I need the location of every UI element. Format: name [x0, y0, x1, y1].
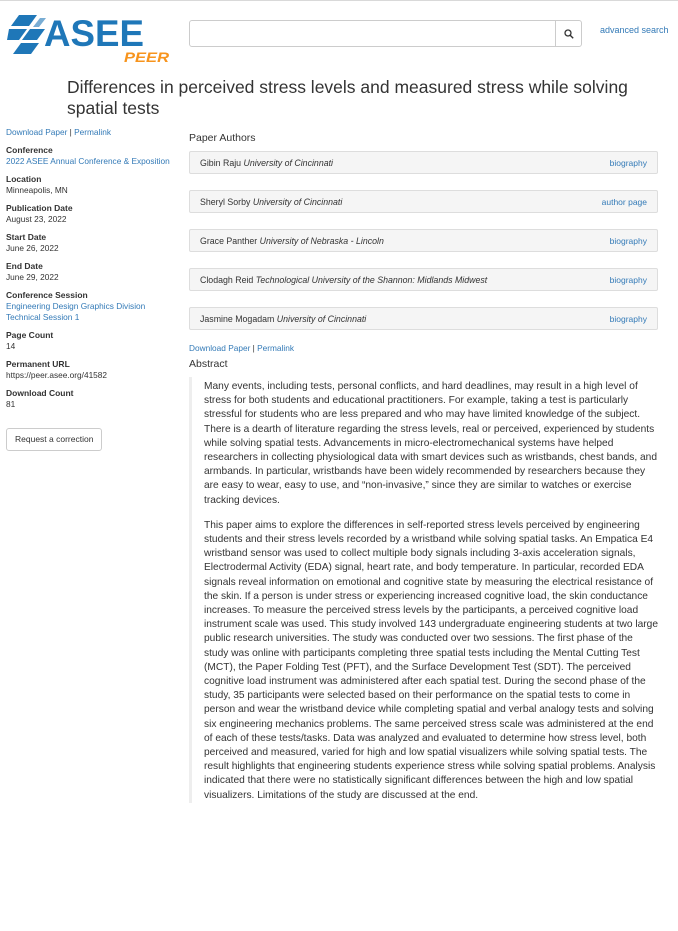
meta-label: Permanent URL — [6, 359, 70, 369]
author-biography-link[interactable]: biography — [609, 313, 647, 324]
meta-label: Conference — [6, 145, 53, 155]
meta-value: August 23, 2022 — [6, 214, 67, 224]
author-affiliation: University of Cincinnati — [243, 157, 333, 168]
author-affiliation: University of Cincinnati — [276, 313, 367, 324]
link-separator: | — [250, 343, 258, 353]
meta-conference — [6, 145, 176, 167]
search-button[interactable] — [555, 21, 581, 46]
meta-end-date — [6, 261, 176, 283]
logo-text: ASEE — [44, 13, 144, 54]
search-box — [189, 20, 582, 47]
meta-label: Start Date — [6, 232, 47, 242]
meta-permanent-url — [6, 359, 176, 381]
authors-heading: Paper Authors — [189, 132, 256, 144]
main-content — [189, 132, 658, 811]
meta-label: Location — [6, 174, 42, 184]
author-name: Clodagh Reid — [200, 274, 254, 285]
asee-emblem-icon — [7, 15, 46, 54]
download-paper-link[interactable]: Download Paper — [189, 343, 251, 353]
meta-publication-date — [6, 203, 176, 225]
meta-value: Minneapolis, MN — [6, 185, 68, 195]
abstract-heading: Abstract — [189, 358, 228, 370]
author-biography-link[interactable]: biography — [609, 274, 647, 285]
author-affiliation: University of Nebraska - Lincoln — [259, 235, 384, 246]
session-link[interactable]: Engineering Design Graphics Division Technical Session 1 — [6, 301, 146, 322]
download-paper-link[interactable]: Download Paper — [6, 127, 68, 137]
meta-download-count — [6, 388, 176, 410]
author-card — [189, 151, 658, 174]
author-name: Grace Panther — [200, 235, 258, 246]
meta-label: Publication Date — [6, 203, 73, 213]
author-card — [189, 190, 658, 213]
meta-value: 14 — [6, 341, 16, 351]
meta-value: June 29, 2022 — [6, 272, 59, 282]
abstract-paragraph: Many events, including tests, personal conflicts, and hard deadlines, may result in a high level of stress for both students and educational practitioners. For example, taking a test is particularly stressful for students who are less prepared and who may have limited knowledge of the subject. There is a dearth of literature regarding the stress levels, real or perceived, experienced by students while solving spatial tests. Advancements in micro-electromechanical systems have helped researchers in collecting physiological data with smart devices such as wristbands, chest bands, and armbands. In particular, wristbands have been widely recommended by researchers because they are easy to wear, easy to use, and “non-invasive,” since they are similar to watches or exercise tracking devices. — [204, 381, 658, 506]
page-title: Differences in perceived stress levels and measured stress while solving spatial tests — [67, 77, 628, 118]
search-input[interactable] — [190, 21, 555, 46]
advanced-search-link[interactable]: advanced search — [600, 25, 669, 35]
abstract-paragraph: This paper aims to explore the differences in self-reported stress levels perceived by engineering students and their stress levels recorded by a wristband while solving spatial tasks. An Empatica E4 wristband sensor was used to collect multiple body signals including 3-axis acceleration signals, Electrodermal Activity (EDA) signal, heart rate, and body temperature. In particular, recorded EDA signals reveal information on emotional and cognitive state by measuring the electrical resistance of the skin. If a person is under stress or experiencing increased cognitive load, the skin conductance increases. To measure the perceived stress levels by the participants, a perceived cognitive load instrument scale was used. This study involved 143 undergraduate engineering students at two large public research universities. The study was conducted over two sessions. The first phase of the study was online with participants completing three spatial tests including the Mental Cutting Test (MCT), the Paper Folding Test (PFT), and the Surface Development Test (SDT). The perceived cognitive load instrument was administered after each spatial test. During the second phase of the study, 35 participants were selected based on their performance on the spatial tests to come in person and wear the wristband device while completing spatial and verbal analogy tests and solving six engineering mechanics problems. The same perceived stress scale was administered at the end of each of these tests/tasks. Data was analyzed and evaluated to determine how stress level, both perceived and measured, varied for high and low spatial visualizers while solving spatial tests. The result highlights that engineering students experience stress while solving spatial problems. Analysis indicated that there were no statistically significant differences between the high and low spatial visualizers. Limitations of the study are discussed at the end. — [204, 519, 658, 801]
author-biography-link[interactable]: biography — [609, 157, 647, 168]
abstract — [189, 377, 658, 803]
request-correction-button[interactable]: Request a correction — [6, 428, 102, 451]
author-card — [189, 307, 658, 330]
author-card — [189, 229, 658, 252]
author-page-link[interactable]: author page — [601, 196, 647, 207]
conference-link[interactable]: 2022 ASEE Annual Conference & Exposition — [6, 156, 170, 166]
author-name: Gibin Raju — [200, 157, 242, 168]
meta-page-count — [6, 330, 176, 352]
author-name: Sheryl Sorby — [200, 196, 251, 207]
meta-location — [6, 174, 176, 196]
meta-label: Page Count — [6, 330, 54, 340]
logo-subtext: PEER — [124, 49, 171, 65]
asee-peer-logo[interactable] — [7, 12, 172, 68]
permalink-link[interactable]: Permalink — [74, 127, 111, 137]
meta-conference-session — [6, 290, 176, 323]
author-biography-link[interactable]: biography — [609, 235, 647, 246]
meta-value: https://peer.asee.org/41582 — [6, 370, 108, 380]
meta-label: Download Count — [6, 388, 74, 398]
author-affiliation: University of Cincinnati — [252, 196, 343, 207]
search-icon — [564, 29, 574, 39]
author-name: Jasmine Mogadam — [200, 313, 275, 324]
sidebar — [6, 127, 176, 451]
meta-value: June 26, 2022 — [6, 243, 59, 253]
top-border — [0, 0, 678, 1]
sidebar-links — [6, 127, 176, 138]
link-separator: | — [67, 127, 75, 137]
meta-value: 81 — [6, 399, 16, 409]
meta-label: End Date — [6, 261, 43, 271]
meta-label: Conference Session — [6, 290, 88, 300]
author-card — [189, 268, 658, 291]
main-links — [189, 343, 658, 353]
permalink-link[interactable]: Permalink — [257, 343, 294, 353]
author-affiliation: Technological University of the Shannon: Midlands Midwest — [255, 274, 488, 285]
meta-start-date — [6, 232, 176, 254]
